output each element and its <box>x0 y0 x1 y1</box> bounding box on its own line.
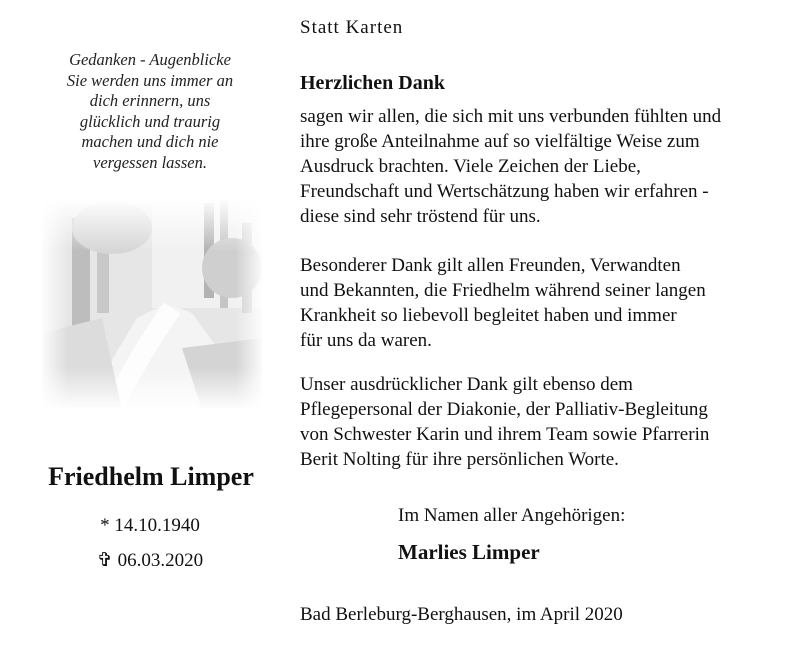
birth-date: * 14.10.1940 <box>100 515 200 536</box>
forest-path-image <box>42 198 262 410</box>
poem-line: Gedanken - Augenblicke <box>69 50 231 69</box>
poem <box>40 50 260 173</box>
poem-line: Sie werden uns immer an <box>66 70 234 90</box>
paragraph-line: Pflegepersonal der Diakonie, der Palliativ-Begleitung <box>300 399 708 420</box>
poem-line: machen und dich nie <box>81 132 219 151</box>
paragraph-line: Unser ausdrücklicher Dank gilt ebenso dem <box>300 374 633 395</box>
deceased-name: Friedhelm Limper <box>48 462 254 491</box>
paragraph-line: von Schwester Karin und ihrem Team sowie Pfarrerin <box>300 424 710 445</box>
poem-line: glücklich und traurig <box>79 111 221 131</box>
paragraph-3 <box>300 372 709 472</box>
paragraph-line: Freundschaft und Wertschätzung haben wir erfahren - <box>300 181 709 202</box>
signature-intro: Im Namen aller Angehörigen: <box>398 505 626 526</box>
poem-line: dich erinnern, uns <box>89 91 211 110</box>
paragraph-line: Besonderer Dank gilt allen Freunden, Verwandten <box>300 255 681 276</box>
place-date: Bad Berleburg-Berghausen, im April 2020 <box>300 604 623 625</box>
death-date: 06.03.2020 <box>117 550 204 571</box>
paragraph-line: Berit Nolting für ihre persönlichen Worte. <box>300 449 619 470</box>
paragraph-1 <box>300 104 721 229</box>
paragraph-line: Krankheit so liebevoll begleitet haben und immer <box>300 305 677 326</box>
paragraph-line: sagen wir allen, die sich mit uns verbunden fühlten und <box>300 106 722 127</box>
paragraph-line: ihre große Anteilnahme auf so vielfältige Weise zum <box>300 131 700 152</box>
paragraph-line: diese sind sehr tröstend für uns. <box>300 206 541 227</box>
paragraph-line: Ausdruck brachten. Viele Zeichen der Liebe, <box>300 156 641 177</box>
signature-name: Marlies Limper <box>398 540 540 564</box>
paragraph-line: für uns da waren. <box>300 330 432 351</box>
cross-icon: ✞ <box>96 550 113 571</box>
paragraph-2 <box>300 253 706 353</box>
header-statt-karten: Statt Karten <box>300 17 404 38</box>
death-date-row <box>60 549 240 572</box>
paragraph-line: und Bekannten, die Friedhelm während seiner langen <box>300 280 706 301</box>
thanks-title: Herzlichen Dank <box>300 72 445 94</box>
poem-line: vergessen lassen. <box>93 152 207 172</box>
